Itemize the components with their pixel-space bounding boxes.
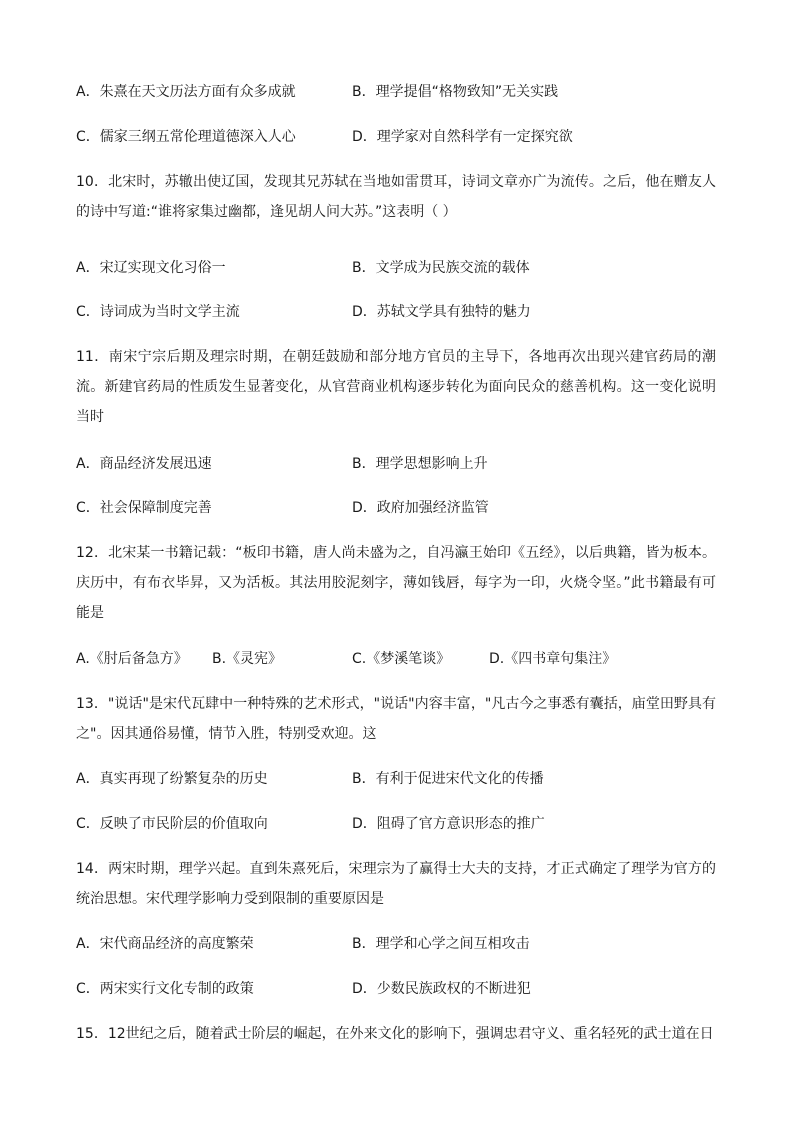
q12-stem: 12．北宋某一书籍记载：“板印书籍，唐人尚未盛为之，自冯瀛王始印《五经》，以后典籍，皆为板本。庆历中，有布衣毕昇，又为活板。其法用胶泥刻字，薄如钱唇，每字为一印，火烧令坚。”此书籍最有可能是 — [76, 545, 716, 621]
q12-option-d: D.《四书章句集注》 — [489, 651, 617, 667]
q9-option-b: B．理学提倡“格物致知”无关实践 — [352, 84, 559, 100]
q14-option-b: B．理学和心学之间互相攻击 — [352, 936, 530, 952]
q9-option-a: A．朱熹在天文历法方面有众多成就 — [76, 84, 296, 100]
q14-option-c: C．两宋实行文化专制的政策 — [76, 981, 254, 997]
q11-stem: 11．南宋宁宗后期及理宗时期，在朝廷鼓励和部分地方官员的主导下，各地再次出现兴建官药局的潮流。新建官药局的性质发生显著变化，从官营商业机构逐步转化为面向民众的慈善机构。这一变化说明当时 — [76, 349, 716, 425]
q11-option-b: B．理学思想影响上升 — [352, 456, 488, 472]
q9-option-c: C．儒家三纲五常伦理道德深入人心 — [76, 129, 296, 145]
q13-option-d: D．阻碍了官方意识形态的推广 — [352, 816, 545, 832]
q15-stem: 15．12世纪之后，随着武士阶层的崛起，在外来文化的影响下，强调忠君守义、重名轻死的武士道在日 — [76, 1026, 714, 1042]
q11-option-d: D．政府加强经济监管 — [352, 500, 489, 516]
q13-option-c: C．反映了市民阶层的价值取向 — [76, 816, 268, 832]
q13-stem: 13．"说话"是宋代瓦肆中一种特殊的艺术形式，"说话"内容丰富，"凡古今之事悉有囊括，庙堂田野具有之"。因其通俗易懂，情节入胜，特别受欢迎。这 — [76, 696, 716, 742]
q10-option-b: B．文学成为民族交流的载体 — [352, 260, 530, 276]
q12-option-c: C.《梦溪笔谈》 — [352, 651, 451, 667]
q14-stem: 14．两宋时期，理学兴起。直到朱熹死后，宋理宗为了赢得士大夫的支持，才正式确定了理学为官方的统治思想。宋代理学影响力受到限制的重要原因是 — [76, 861, 716, 907]
q9-option-d: D．理学家对自然科学有一定探究欲 — [352, 129, 573, 145]
q10-option-d: D．苏轼文学具有独特的魅力 — [352, 304, 531, 320]
q11-option-c: C．社会保障制度完善 — [76, 500, 212, 516]
q13-option-b: B．有利于促进宋代文化的传播 — [352, 771, 544, 787]
q12-option-b: B.《灵宪》 — [212, 651, 283, 667]
q10-stem: 10．北宋时，苏辙出使辽国，发现其兄苏轼在当地如雷贯耳，诗词文章亦广为流传。之后，他在赠友人的诗中写道:“谁将家集过幽都，逢见胡人问大苏。”这表明（ ） — [76, 174, 716, 220]
q10-option-a: A．宋辽实现文化习俗一 — [76, 260, 226, 276]
q12-option-a: A.《肘后备急方》 — [76, 651, 188, 667]
q14-option-d: D．少数民族政权的不断进犯 — [352, 981, 531, 997]
q13-option-a: A．真实再现了纷繁复杂的历史 — [76, 771, 268, 787]
q11-option-a: A．商品经济发展迅速 — [76, 456, 212, 472]
q10-option-c: C．诗词成为当时文学主流 — [76, 304, 240, 320]
q14-option-a: A．宋代商品经济的高度繁荣 — [76, 936, 254, 952]
